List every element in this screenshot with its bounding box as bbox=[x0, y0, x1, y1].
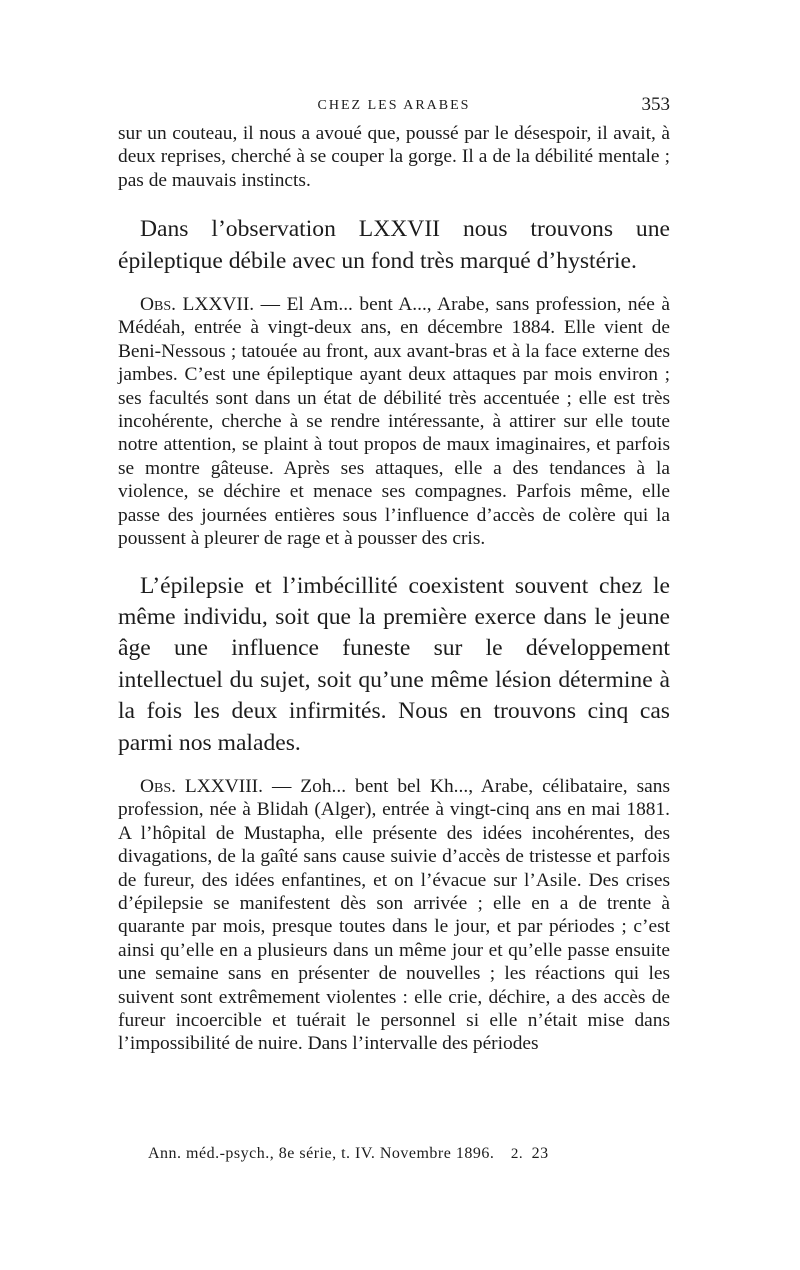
paragraph-epilepsy-imbecility: L’épilepsie et l’imbécillité coexistent souvent chez le même individu, soit que la première exerce dans le jeune âge une influence funeste sur le développement intellectuel du sujet, soit qu’une même lésion détermine à la fois les deux infirmités. Nous en trouvons cinq cas parmi nos malades. bbox=[118, 572, 670, 756]
observation-text: — Zoh... bent bel Kh..., Arabe, célibataire, sans profession, née à Blidah (Alger), entrée à vingt-cinq ans en mai 1881. A l’hôpital de Mustapha, elle présente des idées incohérentes, des divagations, de la gaîté sans cause suivie d’accès de tristesse et parfois de fureur, des idées enfantines, et on l’évacue sur l’Asile. Des crises d’épilepsie se manifestent dès son arrivée ; elle en a de trente à quarante par mois, presque toutes dans le jour, et par périodes ; c’est ainsi qu’elle en a plusieurs dans un même jour et qu’elle passe ensuite une semaine sans en présenter de nouvelles ; les réactions qui les suivent sont extrêmement violentes : elle crie, déchire, a des accès de fureur incoercible et tuérait le personnel si elle n’était mise dans l’impossibilité de nuire. Dans l’intervalle des périodes bbox=[118, 775, 670, 1055]
journal-reference: Ann. méd.-psych., 8e série, t. IV. Novembre 1896. bbox=[148, 1145, 495, 1162]
running-head: CHEZ LES ARABES bbox=[317, 98, 471, 113]
page-header bbox=[118, 92, 670, 120]
page-number: 353 bbox=[641, 94, 670, 115]
observation-label: Obs. LXXVII. bbox=[140, 294, 255, 316]
observation-lxxviii bbox=[118, 775, 670, 1056]
signature-mark: 2. bbox=[510, 1146, 524, 1162]
observation-lxxvii bbox=[118, 293, 670, 550]
page bbox=[118, 92, 670, 1056]
paragraph-observation-intro: Dans l’observation LXXVII nous trouvons une épileptique débile avec un fond très marqué d’hystérie. bbox=[118, 216, 670, 274]
sheet-number: 23 bbox=[531, 1145, 549, 1162]
page-footer bbox=[148, 1145, 668, 1163]
observation-label: Obs. LXXVIII. bbox=[140, 775, 263, 797]
paragraph-continued: sur un couteau, il nous a avoué que, poussé par le désespoir, il avait, à deux reprises, cherché à se couper la gorge. Il a de la débilité mentale ; pas de mauvais instincts. bbox=[118, 123, 670, 191]
observation-text: — El Am... bent A..., Arabe, sans profession, née à Médéah, entrée à vingt-deux ans, en décembre 1884. Elle vient de Beni-Nessous ; tatouée au front, aux avant-bras et à la face externe des jambes. C’est une épileptique ayant deux attaques par mois environ ; ses facultés sont dans un état de débilité très accentuée ; elle est très incohérente, cherche à se rendre intéressante, à attirer sur elle toute notre attention, se plaint à tout propos de maux imaginaires, et parfois se montre gâteuse. Après ses attaques, elle a des tendances à la violence, se déchire et menace ses compagnes. Parfois même, elle passe des journées entières sous l’influence d’accès de colère qui la poussent à pleurer de rage et à pousser des cris. bbox=[118, 294, 670, 550]
